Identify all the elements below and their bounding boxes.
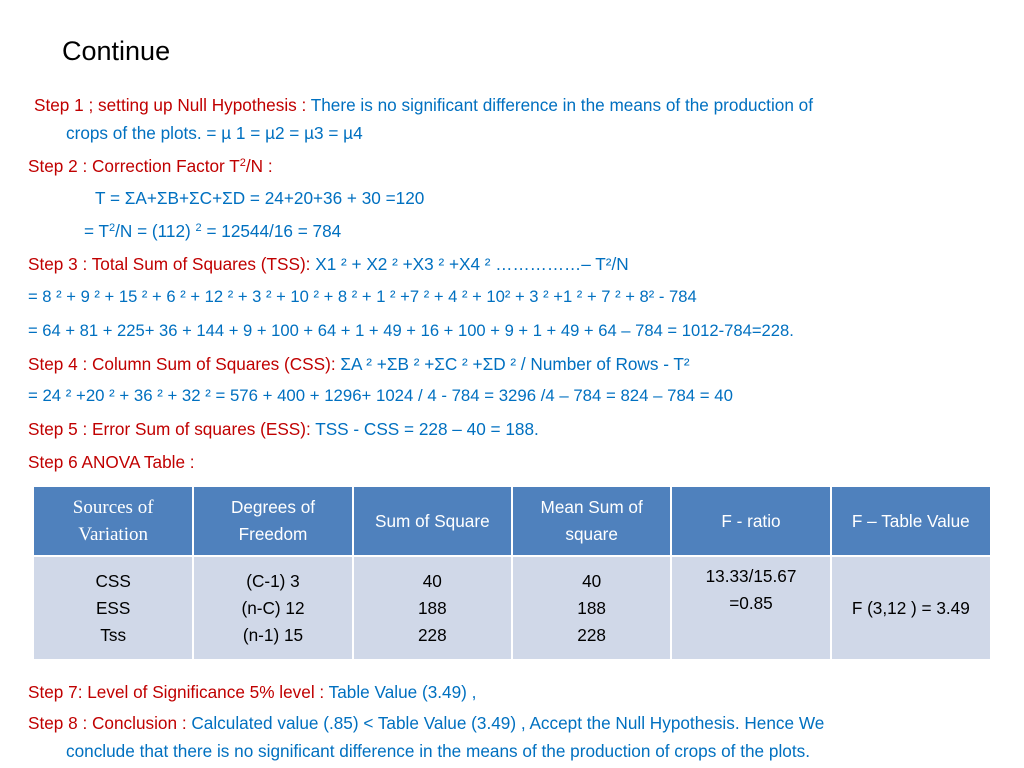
anova-data-row	[34, 556, 990, 659]
header-degrees: Degrees of Freedom	[193, 487, 352, 556]
step-3-line-1: = 8 ² + 9 ² + 15 ² + 6 ² + 12 ² + 3 ² + 10 ² + 8 ² + 1 ² +7 ² + 4 ² + 10² + 3 ² +1 ² + 7 ² + 8² - 784	[28, 287, 697, 306]
step-3-line-2: = 64 + 81 + 225+ 36 + 144 + 9 + 100 + 64 + 1 + 49 + 16 + 100 + 9 + 1 + 49 + 64 – 784 = 1012-784=228.	[28, 321, 794, 340]
ss-ess: 188	[417, 597, 447, 618]
step-2-line-2-c: = 12544/16 = 784	[201, 221, 342, 241]
step-4-label: Step 4 : Column Sum of Squares (CSS):	[28, 354, 341, 374]
step-4-text: ΣA ² +ΣB ² +ΣC ² +ΣD ² / Number of Rows - T²	[340, 354, 690, 374]
step-5	[28, 418, 539, 440]
step-6-label: Step 6 ANOVA Table :	[28, 452, 195, 472]
step-2-label: Step 2 : Correction Factor T	[28, 156, 240, 176]
mss-ess: 188	[577, 597, 606, 618]
step-4-line-1: = 24 ² +20 ² + 36 ² + 32 ² = 576 + 400 + 1296+ 1024 / 4 - 784 = 3296 /4 – 784 = 824 – 784 = 40	[28, 386, 733, 405]
step-1	[34, 94, 813, 116]
step-2-line-1: T = ΣA+ΣB+ΣC+ΣD = 24+20+36 + 30 =120	[95, 188, 425, 208]
dof-css: (C-1) 3	[246, 570, 300, 591]
step-2-superscript: 2	[239, 157, 246, 169]
slide-title: Continue	[62, 36, 171, 66]
step-3	[28, 253, 629, 275]
cell-f-ratio	[671, 556, 830, 659]
dof-tss: (n-1) 15	[242, 624, 304, 645]
step-2-line-2-b: /N = (112)	[115, 221, 196, 241]
step-8-continuation: conclude that there is no significant difference in the means of the production of crops of the plots.	[66, 741, 810, 761]
dof-ess: (n-C) 12	[241, 597, 305, 618]
step-4	[28, 353, 690, 375]
source-tss: Tss	[100, 624, 127, 645]
step-2-line-2	[84, 220, 341, 242]
mss-tss: 228	[577, 624, 606, 645]
anova-table	[34, 487, 990, 659]
f-ratio-result: =0.85	[729, 593, 773, 613]
step-7-text: Table Value (3.49) ,	[328, 682, 477, 702]
step-2-line-2-sup-1: 2	[109, 222, 116, 234]
header-sources: Sources of Variation	[34, 487, 193, 556]
header-sum-square: Sum of Square	[353, 487, 512, 556]
source-css: CSS	[95, 570, 131, 591]
step-3-text: X1 ² + X2 ² +X3 ² +X4 ² ……………– T²/N	[315, 254, 629, 274]
header-f-ratio: F - ratio	[671, 487, 830, 556]
ss-css: 40	[422, 570, 442, 591]
step-7	[28, 681, 476, 703]
step-5-text: TSS - CSS = 228 – 40 = 188.	[315, 419, 539, 439]
header-f-table: F – Table Value	[831, 487, 990, 556]
cell-sources	[34, 556, 193, 659]
step-5-label: Step 5 : Error Sum of squares (ESS):	[28, 419, 316, 439]
step-1-text: There is no significant difference in the means of the production of	[310, 95, 813, 115]
source-ess: ESS	[95, 597, 131, 618]
step-2	[28, 155, 273, 177]
step-2-tail: /N :	[245, 156, 273, 176]
step-3-label: Step 3 : Total Sum of Squares (TSS):	[28, 254, 316, 274]
cell-mean-sum	[512, 556, 671, 659]
cell-sum-square	[353, 556, 512, 659]
mss-css: 40	[582, 570, 602, 591]
header-mean-sum: Mean Sum of square	[512, 487, 671, 556]
cell-degrees	[193, 556, 352, 659]
cell-f-table: F (3,12 ) = 3.49	[831, 556, 990, 659]
f-ratio-calc: 13.33/15.67	[705, 566, 797, 586]
step-8-text: Calculated value (.85) < Table Value (3.49) , Accept the Null Hypothesis. Hence We	[191, 713, 825, 733]
step-8	[28, 712, 824, 734]
ss-tss: 228	[417, 624, 447, 645]
step-2-line-2-a: = T	[84, 221, 110, 241]
step-7-label: Step 7: Level of Significance 5% level :	[28, 682, 329, 702]
step-1-label: Step 1 ; setting up Null Hypothesis :	[34, 95, 311, 115]
step-8-label: Step 8 : Conclusion :	[28, 713, 192, 733]
anova-header-row	[34, 487, 990, 556]
step-2-line-2-sup-2: 2	[195, 222, 202, 234]
step-1-continuation: crops of the plots. = µ 1 = µ2 = µ3 = µ4	[66, 123, 363, 143]
